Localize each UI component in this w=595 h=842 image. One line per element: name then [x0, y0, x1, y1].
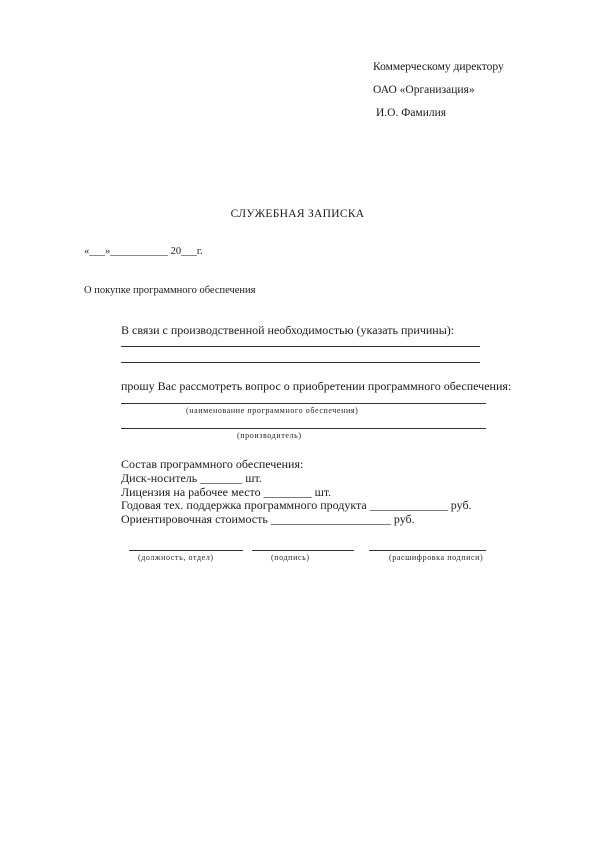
request-label: прошу Вас рассмотреть вопрос о приобретении программного обеспечения:	[121, 379, 512, 393]
signature-caption: (подпись)	[271, 553, 310, 562]
composition-heading: Состав программного обеспечения:	[121, 457, 304, 471]
composition-cost: Ориентировочная стоимость ____________________ руб.	[121, 512, 415, 526]
reason-line-2	[121, 362, 480, 363]
position-line	[129, 550, 243, 551]
signature-line	[252, 550, 354, 551]
manufacturer-line	[121, 428, 486, 429]
addressee-name: И.О. Фамилия	[376, 107, 447, 119]
position-caption: (должность, отдел)	[138, 553, 214, 562]
subject-line: О покупке программного обеспечения	[84, 285, 256, 296]
addressee-position: Коммерческому директору	[373, 61, 504, 73]
decoding-caption: (расшифровка подписи)	[389, 553, 484, 562]
composition-disk: Диск-носитель _______ шт.	[121, 471, 262, 485]
composition-support: Годовая тех. поддержка программного продукта _____________ руб.	[121, 498, 472, 512]
software-name-line	[121, 403, 486, 404]
reason-label: В связи с производственной необходимостью (указать причины):	[121, 323, 455, 337]
date-line: «___»___________ 20___г.	[84, 246, 203, 257]
document-title: СЛУЖЕБНАЯ ЗАПИСКА	[230, 208, 365, 220]
decoding-line	[369, 550, 486, 551]
software-name-caption: (наименование программного обеспечения)	[186, 406, 359, 415]
reason-line-1	[121, 346, 480, 347]
composition-license: Лицензия на рабочее место ________ шт.	[121, 485, 332, 499]
manufacturer-caption: (производитель)	[237, 431, 302, 440]
addressee-organization: ОАО «Организация»	[373, 84, 475, 96]
